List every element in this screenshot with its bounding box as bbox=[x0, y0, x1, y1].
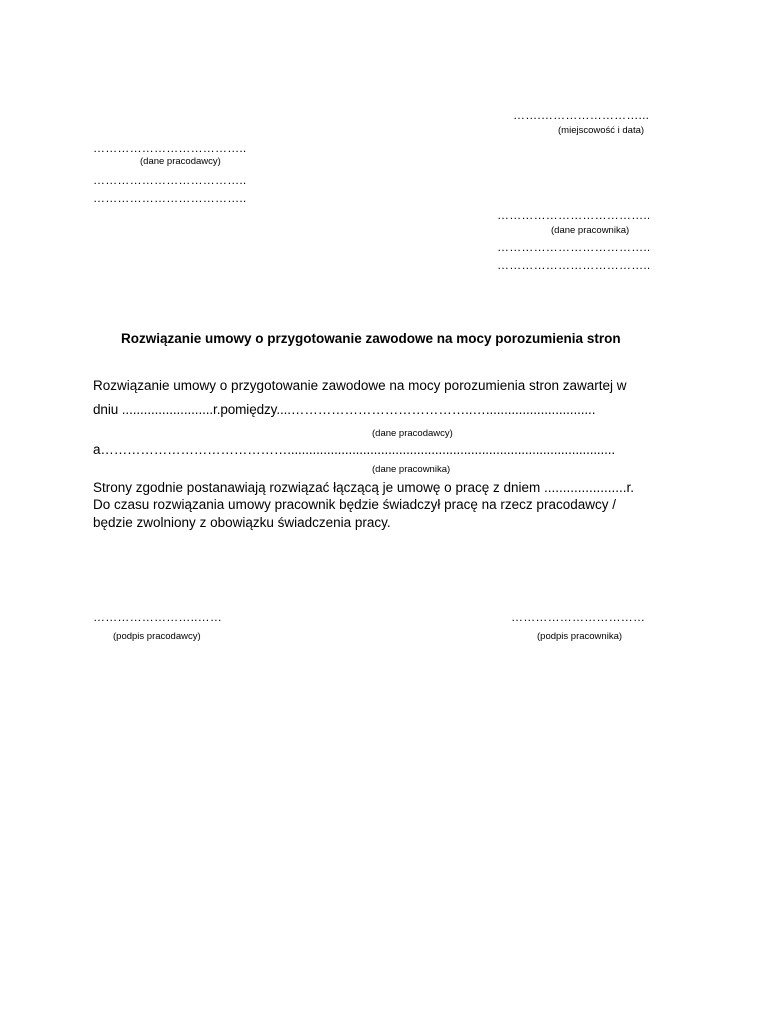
employer-data-dots-2: ……………………………….. bbox=[93, 173, 247, 187]
place-date-dots: …….……………………... bbox=[513, 108, 650, 122]
employer-signature-dots: ……………………..…… bbox=[93, 610, 223, 624]
body-line-1: Rozwiązanie umowy o przygotowanie zawodowe na mocy porozumienia stron zawartej w bbox=[93, 378, 627, 393]
employer-data-caption: (dane pracodawcy) bbox=[140, 156, 221, 167]
body-employee-caption: (dane pracownika) bbox=[372, 464, 451, 475]
document-title: Rozwiązanie umowy o przygotowanie zawodowe na mocy porozumienia stron bbox=[121, 331, 621, 346]
employee-data-dots-3: ……………………………….. bbox=[497, 258, 651, 272]
body-line-5: Do czasu rozwiązania umowy pracownik będzie świadczył pracę na rzecz pracodawcy / bbox=[93, 497, 616, 512]
employee-data-caption: (dane pracownika) bbox=[551, 225, 630, 236]
body-line-6: będzie zwolniony z obowiązku świadczenia pracy. bbox=[93, 515, 391, 530]
body-line-2: dniu .........................r.pomiędzy....…………………………………..….............................. bbox=[93, 402, 596, 417]
body-line-3: a……………………………………........................................................................................... bbox=[93, 442, 615, 457]
employee-data-dots-1: ……………………………….. bbox=[497, 208, 651, 222]
body-line-4: Strony zgodnie postanawiają rozwiązać łączącą je umowę o pracę z dniem ......................r. bbox=[93, 480, 635, 495]
employer-data-dots-3: ……………………………….. bbox=[93, 191, 247, 205]
employee-signature-dots: …………………………… bbox=[511, 610, 646, 624]
body-employer-caption: (dane pracodawcy) bbox=[372, 428, 453, 439]
employee-data-dots-2: ……………………………….. bbox=[497, 240, 651, 254]
employee-signature-caption: (podpis pracownika) bbox=[537, 631, 623, 642]
place-date-caption: (miejscowość i data) bbox=[558, 125, 645, 136]
employer-data-dots-1: ……………………………….. bbox=[93, 141, 247, 155]
employer-signature-caption: (podpis pracodawcy) bbox=[113, 631, 201, 642]
